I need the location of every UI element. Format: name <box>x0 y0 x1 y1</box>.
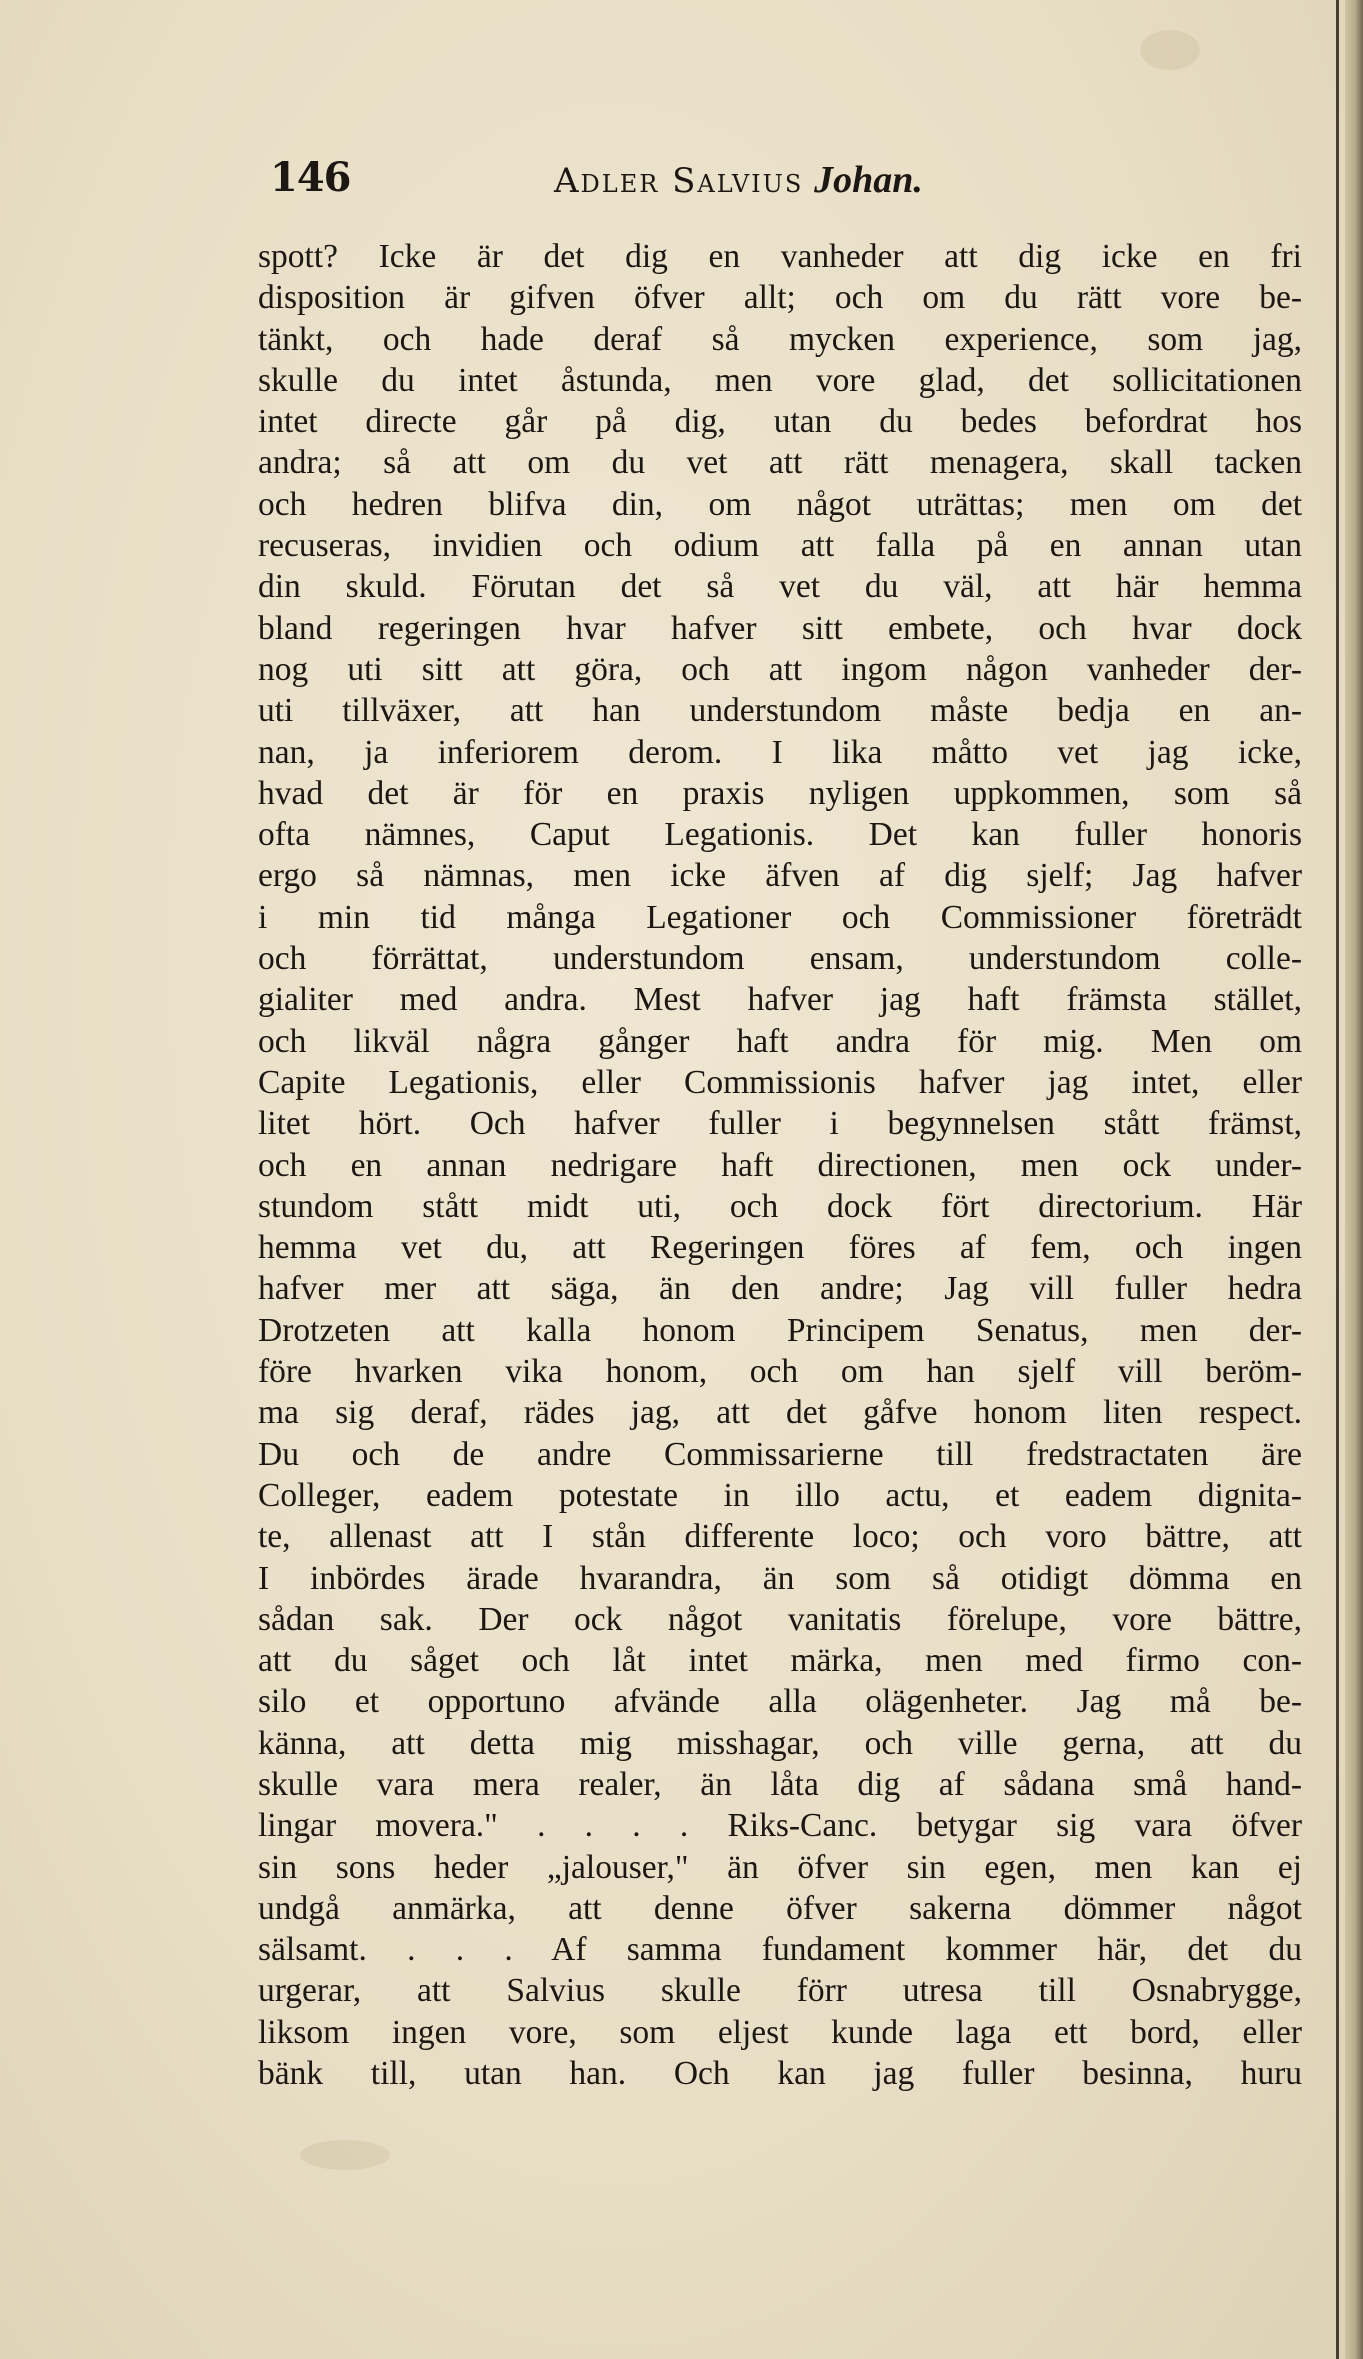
text-line: bänk till, utan han. Och kan jag fuller besinna, huru <box>258 2055 1302 2093</box>
body-text <box>258 236 1302 2094</box>
text-line: och förrättat, understundom ensam, understundom colle- <box>258 940 1302 978</box>
text-line: skulle vara mera realer, än låta dig af sådana små hand- <box>258 1765 1302 1803</box>
text-line: I inbördes ärade hvarandra, än som så otidigt dömma en <box>258 1559 1302 1597</box>
text-line: känna, att detta mig misshagar, och ville gerna, att du <box>258 1724 1302 1762</box>
text-line: undgå anmärka, att denne öfver sakerna dömmer något <box>258 1889 1302 1927</box>
running-title <box>554 158 923 202</box>
text-line: hafver mer att säga, än den andre; Jag vill fuller hedra <box>258 1270 1302 1308</box>
text-line: lingar movera." . . . . Riks-Canc. betygar sig vara öfver <box>258 1807 1302 1845</box>
text-line: recuseras, invidien och odium att falla på en annan utan <box>258 527 1302 565</box>
text-line: disposition är gifven öfver allt; och om du rätt vore be- <box>258 279 1302 317</box>
text-line: Du och de andre Commissarierne till fredstractaten äre <box>258 1435 1302 1473</box>
text-line: och hedren blifva din, om något uträttas; men om det <box>258 485 1302 523</box>
text-line: och likväl några gånger haft andra för mig. Men om <box>258 1022 1302 1060</box>
text-line: hvad det är för en praxis nyligen uppkommen, som så <box>258 774 1302 812</box>
page-edge-line <box>1336 0 1339 2359</box>
text-line: ofta nämnes, Caput Legationis. Det kan fuller honoris <box>258 816 1302 854</box>
text-line: att du såget och låt intet märka, men med firmo con- <box>258 1642 1302 1680</box>
text-line: hemma vet du, att Regeringen föres af fem, och ingen <box>258 1229 1302 1267</box>
page-edge <box>1345 0 1363 2359</box>
text-line: före hvarken vika honom, och om han sjelf vill beröm- <box>258 1353 1302 1391</box>
text-line: te, allenast att I stån differente loco; och voro bättre, att <box>258 1518 1302 1556</box>
text-line: ergo så nämnas, men icke äfven af dig sjelf; Jag hafver <box>258 857 1302 895</box>
text-line: litet hört. Och hafver fuller i begynnelsen stått främst, <box>258 1105 1302 1143</box>
running-title-author: Adler Salvius <box>554 161 804 201</box>
text-line: andra; så att om du vet att rätt menagera, skall tacken <box>258 444 1302 482</box>
text-line: gialiter med andra. Mest hafver jag haft främsta stället, <box>258 981 1302 1019</box>
text-line: urgerar, att Salvius skulle förr utresa till Osnabrygge, <box>258 1972 1302 2010</box>
text-line: nan, ja inferiorem derom. I lika måtto vet jag icke, <box>258 733 1302 771</box>
running-head <box>270 154 1030 206</box>
text-line: intet directe går på dig, utan du bedes befordrat hos <box>258 403 1302 441</box>
page-number: 146 <box>270 154 351 201</box>
text-line: tänkt, och hade deraf så mycken experience, som jag, <box>258 320 1302 358</box>
text-line: sälsamt. . . . Af samma fundament kommer här, det du <box>258 1931 1302 1969</box>
text-line: i min tid många Legationer och Commissioner företrädt <box>258 898 1302 936</box>
text-line: sin sons heder „jalouser," än öfver sin egen, men kan ej <box>258 1848 1302 1886</box>
text-line: nog uti sitt att göra, och att ingom någon vanheder der- <box>258 650 1302 688</box>
text-line: din skuld. Förutan det så vet du väl, att här hemma <box>258 568 1302 606</box>
text-line: silo et opportuno afvände alla olägenheter. Jag må be- <box>258 1683 1302 1721</box>
text-line: och en annan nedrigare haft directionen, men ock under- <box>258 1146 1302 1184</box>
text-line: uti tillväxer, att han understundom måste bedja en an- <box>258 692 1302 730</box>
paper-stain <box>300 2140 390 2170</box>
text-line: spott? Icke är det dig en vanheder att dig icke en fri <box>258 238 1302 275</box>
text-line: sådan sak. Der ock något vanitatis förelupe, vore bättre, <box>258 1600 1302 1638</box>
text-line: Capite Legationis, eller Commissionis hafver jag intet, eller <box>258 1063 1302 1101</box>
text-line: stundom stått midt uti, och dock fört directorium. Här <box>258 1187 1302 1225</box>
text-line: Drotzeten att kalla honom Principem Senatus, men der- <box>258 1311 1302 1349</box>
text-line: ma sig deraf, rädes jag, att det gåfve honom liten respect. <box>258 1394 1302 1432</box>
text-line: skulle du intet åstunda, men vore glad, det sollicitationen <box>258 361 1302 399</box>
text-line: Colleger, eadem potestate in illo actu, et eadem dignita- <box>258 1476 1302 1514</box>
paper-stain <box>1140 30 1200 70</box>
text-line: liksom ingen vore, som eljest kunde laga ett bord, eller <box>258 2013 1302 2051</box>
running-title-name: Johan. <box>814 159 923 201</box>
text-line: bland regeringen hvar hafver sitt embete, och hvar dock <box>258 609 1302 647</box>
